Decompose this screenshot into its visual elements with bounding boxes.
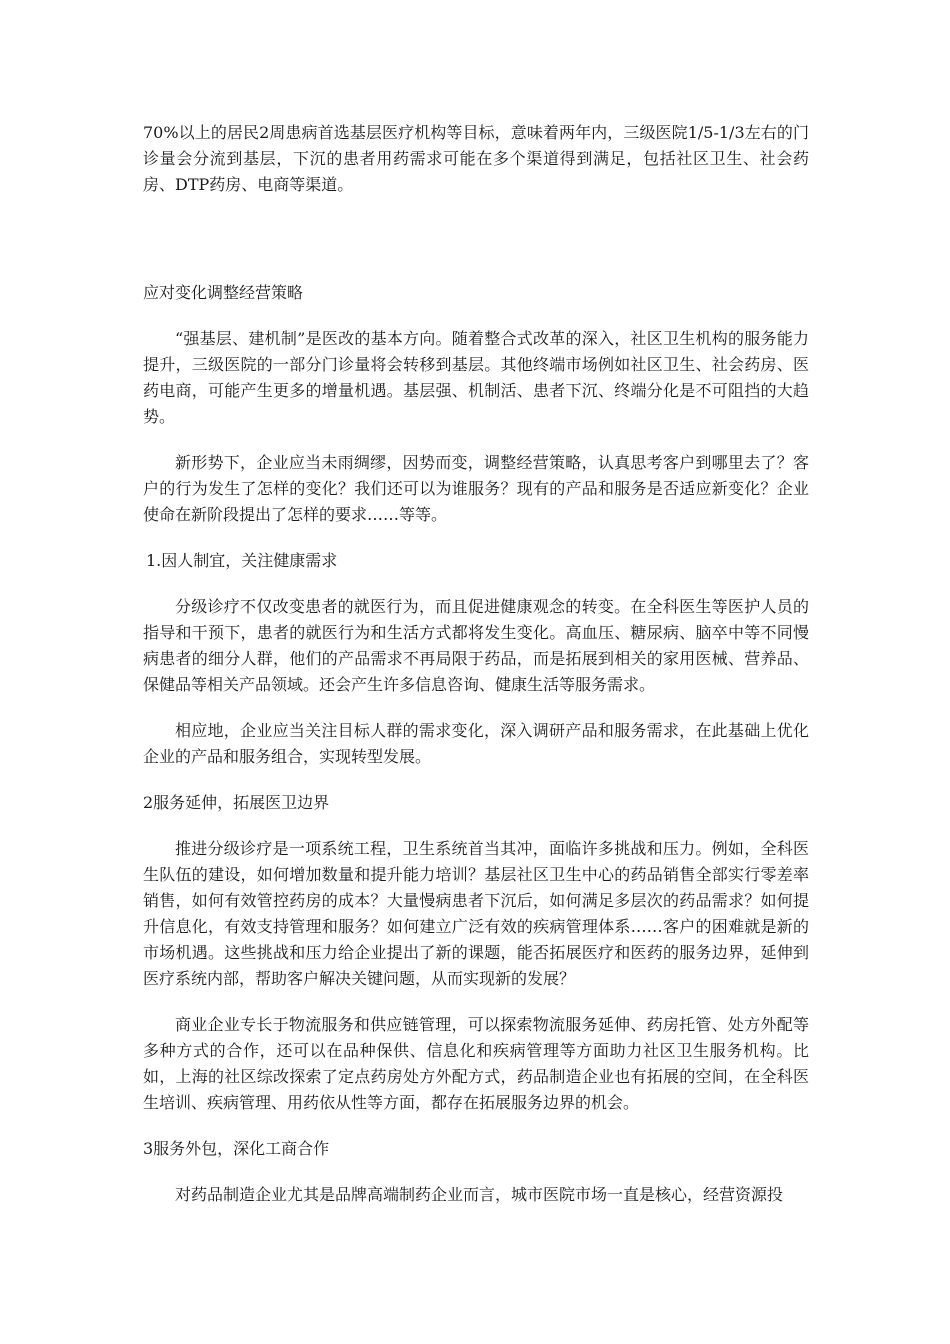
paragraph-2: 新形势下，企业应当未雨绸缪，因势而变，调整经营策略，认真思考客户到哪里去了？客户的行为发生了怎样的变化？我们还可以为谁服务？现有的产品和服务是否适应新变化？企业使命在新阶段提出了怎样的要求……等等。 [143, 453, 809, 524]
heading-1: 1.因人制宜，关注健康需求 [146, 551, 338, 570]
document-body [143, 120, 809, 1208]
paragraph-7: 对药品制造企业尤其是品牌高端制药企业而言，城市医院市场一直是核心，经营资源投 [175, 1185, 784, 1204]
intro-paragraph: 70%以上的居民2周患病首选基层医疗机构等目标，意味着两年内，三级医院1/5-1/3左右的门诊量会分流到基层，下沉的患者用药需求可能在多个渠道得到满足，包括社区卫生、社会药房、DTP药房、电商等渠道。 [143, 123, 809, 194]
paragraph-1: “强基层、建机制”是医改的基本方向。随着整合式改革的深入，社区卫生机构的服务能力提升，三级医院的一部分门诊量将会转移到基层。其他终端市场例如社区卫生、社会药房、医药电商，可能产生更多的增量机遇。基层强、机制活、患者下沉、终端分化是不可阻挡的大趋势。 [143, 329, 809, 426]
paragraph-4: 相应地，企业应当关注目标人群的需求变化，深入调研产品和服务需求，在此基础上优化企业的产品和服务组合，实现转型发展。 [143, 721, 809, 766]
paragraph-5: 推进分级诊疗是一项系统工程，卫生系统首当其冲，面临许多挑战和压力。例如，全科医生队伍的建设，如何增加数量和提升能力培训？基层社区卫生中心的药品销售全部实行零差率销售，如何有效管控药房的成本？大量慢病患者下沉后，如何满足多层次的药品需求？如何提升信息化，有效支持管理和服务？如何建立广泛有效的疾病管理体系……客户的困难就是新的市场机遇。这些挑战和压力给企业提出了新的课题，能否拓展医疗和医药的服务边界，延伸到医疗系统内部，帮助客户解决关键问题，从而实现新的发展？ [143, 839, 809, 988]
heading-3: 3服务外包，深化工商合作 [143, 1139, 330, 1158]
section-title: 应对变化调整经营策略 [143, 283, 304, 302]
paragraph-3: 分级诊疗不仅改变患者的就医行为，而且促进健康观念的转变。在全科医生等医护人员的指导和干预下，患者的就医行为和生活方式都将发生变化。高血压、糖尿病、脑卒中等不同慢病患者的细分人群，他们的产品需求不再局限于药品，而是拓展到相关的家用医械、营养品、保健品等相关产品领域。还会产生许多信息咨询、健康生活等服务需求。 [143, 597, 809, 694]
heading-2: 2服务延伸，拓展医卫边界 [143, 793, 330, 812]
paragraph-6: 商业企业专长于物流服务和供应链管理，可以探索物流服务延伸、药房托管、处方外配等多种方式的合作，还可以在品种保供、信息化和疾病管理等方面助力社区卫生服务机构。比如，上海的社区综改探索了定点药房处方外配方式，药品制造企业也有拓展的空间，在全科医生培训、疾病管理、用药依从性等方面，都存在拓展服务边界的机会。 [143, 1015, 809, 1112]
